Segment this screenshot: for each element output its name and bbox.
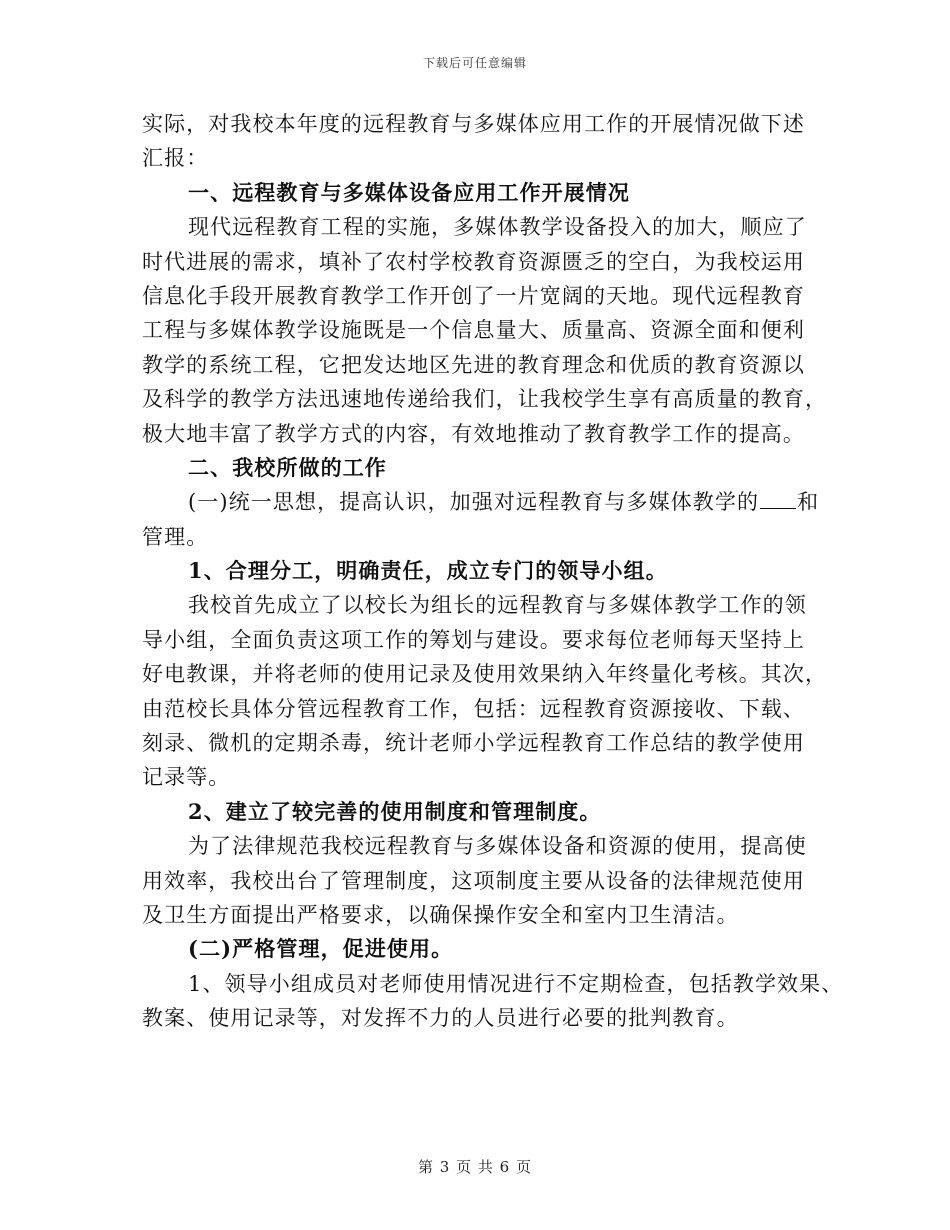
paragraph-line: 时代进展的需求，填补了农村学校教育资源匮乏的空白，为我校运用	[142, 249, 805, 274]
paragraph-line: 汇报：	[142, 146, 209, 171]
paragraph-line: 教案、使用记录等，对发挥不力的人员进行必要的批判教育。	[142, 1006, 739, 1031]
paragraph-line: 现代远程教育工程的实施，多媒体教学设备投入的加大，顺应了	[188, 215, 807, 240]
paragraph-line: 1、领导小组成员对老师使用情况进行不定期检查，包括教学效果、	[188, 971, 844, 996]
paragraph-line: 好电教课，并将老师的使用记录及使用效果纳入年终量化考核。其次，	[142, 662, 828, 687]
paragraph-line: 教学的系统工程，它把发达地区先进的教育理念和优质的教育资源以	[142, 352, 805, 377]
paragraph-line: 由范校长具体分管远程教育工作，包括：远程教育资源接收、下载、	[142, 696, 805, 721]
paragraph-line: 极大地丰富了教学方式的内容，有效地推动了教育教学工作的提高。	[142, 421, 805, 446]
paragraph-line: 及卫生方面提出严格要求，以确保操作安全和室内卫生清洁。	[142, 902, 739, 927]
paragraph-line: 用效率，我校出台了管理制度，这项制度主要从设备的法律规范使用	[142, 868, 805, 893]
paragraph-line: 实际，对我校本年度的远程教育与多媒体应用工作的开展情况做下述	[142, 112, 805, 136]
paragraph-line: 我校首先成立了以校长为组长的远程教育与多媒体教学工作的领	[188, 593, 807, 618]
paragraph-line: 工程与多媒体教学设施既是一个信息量大、质量高、资源全面和便利	[142, 318, 805, 343]
paragraph-line: 记录等。	[142, 765, 231, 790]
section-heading: 二、我校所做的工作	[188, 454, 387, 480]
document-body	[142, 107, 844, 1036]
fill-in-blank	[760, 492, 796, 509]
subsection-heading: 2、建立了较完善的使用制度和管理制度。	[188, 798, 602, 824]
paragraph-text: 和	[797, 490, 820, 515]
paragraph-line: 为了法律规范我校远程教育与多媒体设备和资源的使用，提高使	[188, 834, 807, 859]
paragraph-text: (一)统一思想，提高认识，加强对远程教育与多媒体教学的	[188, 490, 760, 515]
paragraph-line: 管理。	[142, 524, 209, 549]
paragraph-line: 及科学的教学方法迅速地传递给我们，让我校学生享有高质量的教育，	[142, 387, 828, 412]
section-heading: 一、远程教育与多媒体设备应用工作开展情况	[188, 179, 630, 205]
paragraph-line	[142, 485, 822, 519]
page-number-footer: 第 3 页 共 6 页	[418, 1158, 532, 1176]
paragraph-line: 导小组，全面负责这项工作的筹划与建设。要求每位老师每天坚持上	[142, 627, 805, 652]
paragraph-line: 信息化手段开展教育教学工作开创了一片宽阔的天地。现代远程教育	[142, 283, 805, 308]
section-heading: (二)严格管理，促进使用。	[188, 936, 454, 962]
paragraph-line: 刻录、微机的定期杀毒，统计老师小学远程教育工作总结的教学使用	[142, 731, 805, 756]
page-header-note: 下载后可任意编辑	[422, 56, 527, 70]
subsection-heading: 1、合理分工，明确责任，成立专门的领导小组。	[188, 558, 668, 584]
